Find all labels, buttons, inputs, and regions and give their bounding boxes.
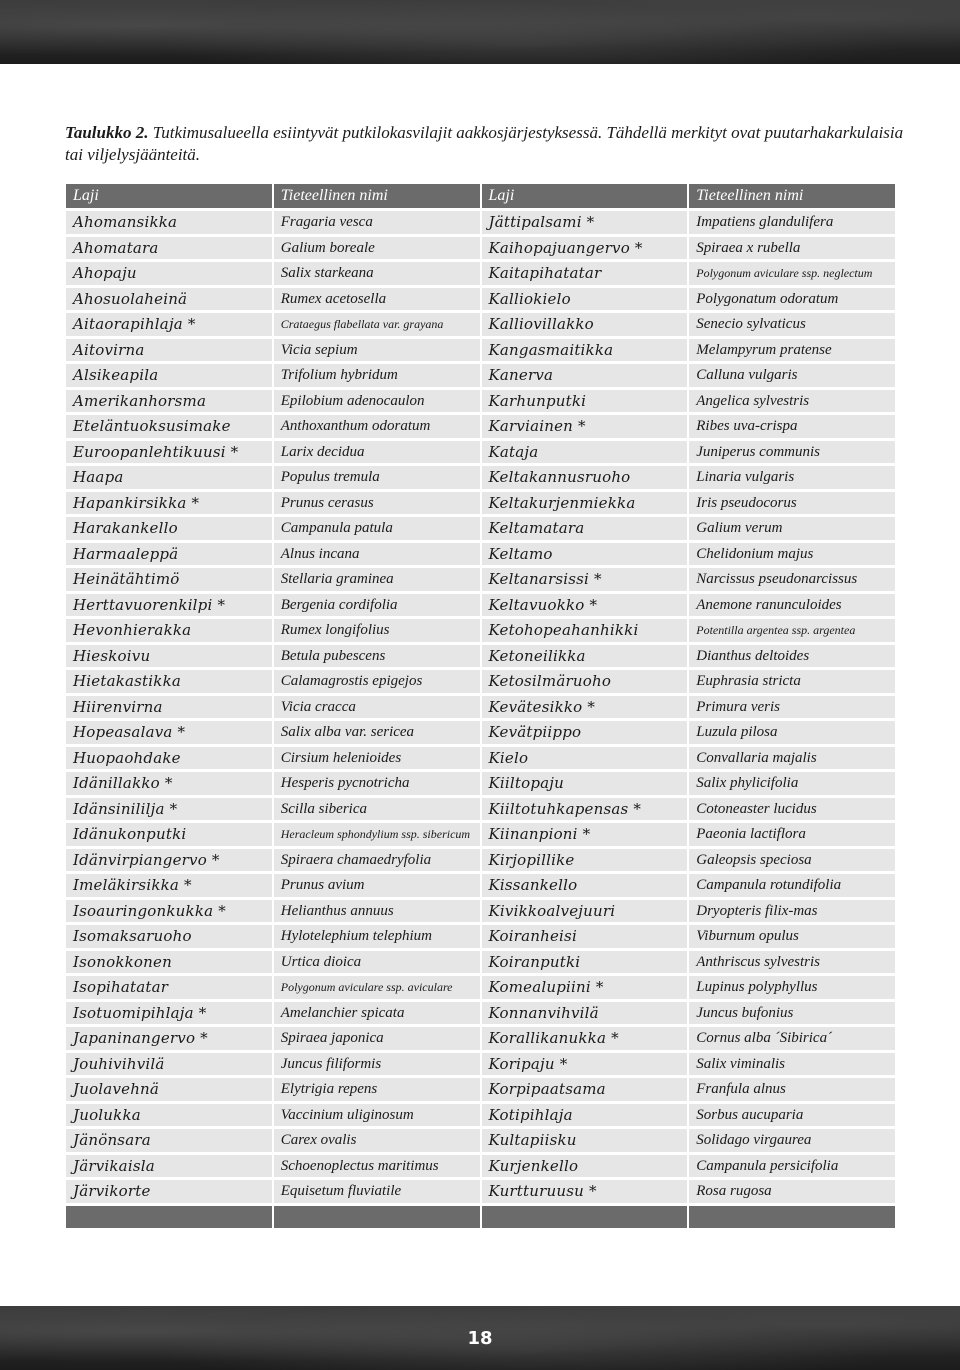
common-name-cell: Keltavuokko * [482,594,688,617]
table-row [66,900,895,923]
common-name-cell: Ketohopeahanhikki [482,619,688,642]
scientific-name-cell: Vicia sepium [274,339,480,362]
scientific-name-cell: Potentilla argentea ssp. argentea [689,619,895,642]
common-name-cell: Kiinanpioni * [482,823,688,846]
common-name-cell: Hieskoivu [66,645,272,668]
common-name-cell: Konnanvihvilä [482,1002,688,1025]
header-common-name-2: Laji [482,184,688,208]
scientific-name-cell: Stellaria graminea [274,568,480,591]
common-name-cell: Hietakastikka [66,670,272,693]
common-name-cell: Korpipaatsama [482,1078,688,1101]
common-name-cell: Harakankello [66,517,272,540]
scientific-name-cell: Juncus bufonius [689,1002,895,1025]
common-name-cell: Kotipihlaja [482,1104,688,1127]
table-row [66,874,895,897]
scientific-name-cell: Dianthus deltoides [689,645,895,668]
scientific-name-cell: Angelica sylvestris [689,390,895,413]
common-name-cell: Kalliokielo [482,288,688,311]
scientific-name-cell: Cotoneaster lucidus [689,798,895,821]
table-row [66,976,895,999]
scientific-name-cell: Vaccinium uliginosum [274,1104,480,1127]
common-name-cell: Heinätähtimö [66,568,272,591]
table-row [66,747,895,770]
scientific-name-cell: Melampyrum pratense [689,339,895,362]
common-name-cell: Huopaohdake [66,747,272,770]
common-name-cell: Kataja [482,441,688,464]
table-body [66,211,895,1228]
header-scientific-name-2: Tieteellinen nimi [689,184,895,208]
table-row [66,364,895,387]
common-name-cell: Karviainen * [482,415,688,438]
scientific-name-cell: Luzula pilosa [689,721,895,744]
table-row [66,415,895,438]
scientific-name-cell: Betula pubescens [274,645,480,668]
common-name-cell: Järvikorte [66,1180,272,1203]
common-name-cell: Keltamatara [482,517,688,540]
common-name-cell: Ahomansikka [66,211,272,234]
table-row [66,1155,895,1178]
scientific-name-cell: Iris pseudocorus [689,492,895,515]
table-row [66,670,895,693]
empty-footer-cell [66,1206,272,1228]
table-row [66,390,895,413]
common-name-cell: Amerikanhorsma [66,390,272,413]
common-name-cell: Hiirenvirna [66,696,272,719]
common-name-cell: Komealupiini * [482,976,688,999]
table-row [66,1180,895,1203]
page-number: 18 [467,1328,493,1349]
common-name-cell: Ahomatara [66,237,272,260]
common-name-cell: Järvikaisla [66,1155,272,1178]
common-name-cell: Kurtturuusu * [482,1180,688,1203]
table-row [66,594,895,617]
table-row [66,441,895,464]
scientific-name-cell: Helianthus annuus [274,900,480,923]
species-table [64,181,897,1231]
table-row [66,1129,895,1152]
header-scientific-name-1: Tieteellinen nimi [274,184,480,208]
scientific-name-cell: Elytrigia repens [274,1078,480,1101]
table-row [66,262,895,285]
table-row [66,288,895,311]
scientific-name-cell: Galium verum [689,517,895,540]
table-row [66,696,895,719]
scientific-name-cell: Carex ovalis [274,1129,480,1152]
scientific-name-cell: Juncus filiformis [274,1053,480,1076]
scientific-name-cell: Salix starkeana [274,262,480,285]
scientific-name-cell: Cirsium helenioides [274,747,480,770]
common-name-cell: Keltakannusruoho [482,466,688,489]
common-name-cell: Hapankirsikka * [66,492,272,515]
scientific-name-cell: Euphrasia stricta [689,670,895,693]
common-name-cell: Jättipalsami * [482,211,688,234]
scientific-name-cell: Bergenia cordifolia [274,594,480,617]
scientific-name-cell: Calamagrostis epigejos [274,670,480,693]
scientific-name-cell: Fragaria vesca [274,211,480,234]
scientific-name-cell: Juniperus communis [689,441,895,464]
scientific-name-cell: Spiraea x rubella [689,237,895,260]
scientific-name-cell: Senecio sylvaticus [689,313,895,336]
common-name-cell: Imeläkirsikka * [66,874,272,897]
scientific-name-cell: Vicia cracca [274,696,480,719]
table-caption [65,122,905,166]
scientific-name-cell: Salix phylicifolia [689,772,895,795]
common-name-cell: Euroopanlehtikuusi * [66,441,272,464]
common-name-cell: Ahopaju [66,262,272,285]
scientific-name-cell: Polygonatum odoratum [689,288,895,311]
common-name-cell: Kiiltopaju [482,772,688,795]
empty-footer-cell [482,1206,688,1228]
common-name-cell: Kanerva [482,364,688,387]
common-name-cell: Keltanarsissi * [482,568,688,591]
scientific-name-cell: Rumex acetosella [274,288,480,311]
scientific-name-cell: Alnus incana [274,543,480,566]
scientific-name-cell: Cornus alba ´Sibirica´ [689,1027,895,1050]
common-name-cell: Haapa [66,466,272,489]
table-row [66,772,895,795]
scientific-name-cell: Narcissus pseudonarcissus [689,568,895,591]
common-name-cell: Isotuomipihlaja * [66,1002,272,1025]
scientific-name-cell: Crataegus flabellata var. grayana [274,313,480,336]
common-name-cell: Harmaaleppä [66,543,272,566]
table-row [66,517,895,540]
scientific-name-cell: Campanula rotundifolia [689,874,895,897]
common-name-cell: Kiiltotuhkapensas * [482,798,688,821]
scientific-name-cell: Scilla siberica [274,798,480,821]
scientific-name-cell: Urtica dioica [274,951,480,974]
scientific-name-cell: Primura veris [689,696,895,719]
common-name-cell: Idänukonputki [66,823,272,846]
common-name-cell: Kaitapihatatar [482,262,688,285]
common-name-cell: Jänönsara [66,1129,272,1152]
table-row [66,1104,895,1127]
scientific-name-cell: Salix viminalis [689,1053,895,1076]
table-row [66,313,895,336]
scientific-name-cell: Equisetum fluviatile [274,1180,480,1203]
table-row [66,1027,895,1050]
common-name-cell: Isomaksaruoho [66,925,272,948]
common-name-cell: Isopihatatar [66,976,272,999]
table-header-row [66,184,895,208]
table-row [66,1053,895,1076]
common-name-cell: Eteläntuoksusimake [66,415,272,438]
common-name-cell: Juolavehnä [66,1078,272,1101]
table-row [66,1078,895,1101]
empty-footer-cell [689,1206,895,1228]
common-name-cell: Kangasmaitikka [482,339,688,362]
common-name-cell: Jouhivihvilä [66,1053,272,1076]
common-name-cell: Kirjopillike [482,849,688,872]
scientific-name-cell: Franfula alnus [689,1078,895,1101]
common-name-cell: Aitaorapihlaja * [66,313,272,336]
table-row [66,568,895,591]
table-footer-row [66,1206,895,1228]
common-name-cell: Japaninangervo * [66,1027,272,1050]
common-name-cell: Ahosuolaheinä [66,288,272,311]
scientific-name-cell: Amelanchier spicata [274,1002,480,1025]
common-name-cell: Kivikkoalvejuuri [482,900,688,923]
scientific-name-cell: Populus tremula [274,466,480,489]
table-row [66,951,895,974]
scientific-name-cell: Polygonum aviculare ssp. aviculare [274,976,480,999]
common-name-cell: Hopeasalava * [66,721,272,744]
common-name-cell: Ketoneilikka [482,645,688,668]
empty-footer-cell [274,1206,480,1228]
table-row [66,849,895,872]
table-row [66,339,895,362]
common-name-cell: Isoauringonkukka * [66,900,272,923]
scientific-name-cell: Ribes uva-crispa [689,415,895,438]
common-name-cell: Idänvirpiangervo * [66,849,272,872]
scientific-name-cell: Campanula patula [274,517,480,540]
scientific-name-cell: Hesperis pycnotricha [274,772,480,795]
common-name-cell: Koiranputki [482,951,688,974]
scientific-name-cell: Galeopsis speciosa [689,849,895,872]
common-name-cell: Juolukka [66,1104,272,1127]
scientific-name-cell: Schoenoplectus maritimus [274,1155,480,1178]
common-name-cell: Idänsinililja * [66,798,272,821]
scientific-name-cell: Campanula persicifolia [689,1155,895,1178]
common-name-cell: Keltamo [482,543,688,566]
table-row [66,619,895,642]
common-name-cell: Koripaju * [482,1053,688,1076]
common-name-cell: Korallikanukka * [482,1027,688,1050]
common-name-cell: Kultapiisku [482,1129,688,1152]
scientific-name-cell: Larix decidua [274,441,480,464]
scientific-name-cell: Calluna vulgaris [689,364,895,387]
common-name-cell: Herttavuorenkilpi * [66,594,272,617]
common-name-cell: Kaihopajuangervo * [482,237,688,260]
header-common-name-1: Laji [66,184,272,208]
common-name-cell: Isonokkonen [66,951,272,974]
table-row [66,925,895,948]
common-name-cell: Aitovirna [66,339,272,362]
table-row [66,721,895,744]
common-name-cell: Keltakurjenmiekka [482,492,688,515]
table-row [66,211,895,234]
common-name-cell: Kalliovillakko [482,313,688,336]
common-name-cell: Hevonhierakka [66,619,272,642]
common-name-cell: Alsikeapila [66,364,272,387]
common-name-cell: Koiranheisi [482,925,688,948]
scientific-name-cell: Lupinus polyphyllus [689,976,895,999]
scientific-name-cell: Sorbus aucuparia [689,1104,895,1127]
table-row [66,1002,895,1025]
common-name-cell: Karhunputki [482,390,688,413]
common-name-cell: Kevätesikko * [482,696,688,719]
table-row [66,798,895,821]
scientific-name-cell: Epilobium adenocaulon [274,390,480,413]
scientific-name-cell: Spiraera chamaedryfolia [274,849,480,872]
scientific-name-cell: Anthriscus sylvestris [689,951,895,974]
scientific-name-cell: Rumex longifolius [274,619,480,642]
table-row [66,466,895,489]
scientific-name-cell: Trifolium hybridum [274,364,480,387]
scientific-name-cell: Viburnum opulus [689,925,895,948]
scientific-name-cell: Spiraea japonica [274,1027,480,1050]
scientific-name-cell: Galium boreale [274,237,480,260]
common-name-cell: Idänillakko * [66,772,272,795]
scientific-name-cell: Salix alba var. sericea [274,721,480,744]
common-name-cell: Kissankello [482,874,688,897]
caption-text: Tutkimusalueella esiintyvät putkilokasvilajit aakkosjärjestyksessä. Tähdellä merkityt ovat puutarhakarkulaisia tai viljelysjäänteitä. [65,123,904,164]
scientific-name-cell: Solidago virgaurea [689,1129,895,1152]
table-row [66,237,895,260]
scientific-name-cell: Convallaria majalis [689,747,895,770]
common-name-cell: Kielo [482,747,688,770]
scientific-name-cell: Chelidonium majus [689,543,895,566]
common-name-cell: Ketosilmäruoho [482,670,688,693]
scientific-name-cell: Anthoxanthum odoratum [274,415,480,438]
scientific-name-cell: Hylotelephium telephium [274,925,480,948]
table-row [66,543,895,566]
table-row [66,823,895,846]
scientific-name-cell: Anemone ranunculoides [689,594,895,617]
scientific-name-cell: Prunus cerasus [274,492,480,515]
table-row [66,645,895,668]
scientific-name-cell: Impatiens glandulifera [689,211,895,234]
scientific-name-cell: Paeonia lactiflora [689,823,895,846]
caption-lead: Taulukko 2. [65,123,149,142]
top-texture-banner [0,0,960,64]
scientific-name-cell: Heracleum sphondylium ssp. sibericum [274,823,480,846]
scientific-name-cell: Dryopteris filix-mas [689,900,895,923]
scientific-name-cell: Polygonum aviculare ssp. neglectum [689,262,895,285]
scientific-name-cell: Rosa rugosa [689,1180,895,1203]
common-name-cell: Kevätpiippo [482,721,688,744]
common-name-cell: Kurjenkello [482,1155,688,1178]
scientific-name-cell: Linaria vulgaris [689,466,895,489]
scientific-name-cell: Prunus avium [274,874,480,897]
table-row [66,492,895,515]
